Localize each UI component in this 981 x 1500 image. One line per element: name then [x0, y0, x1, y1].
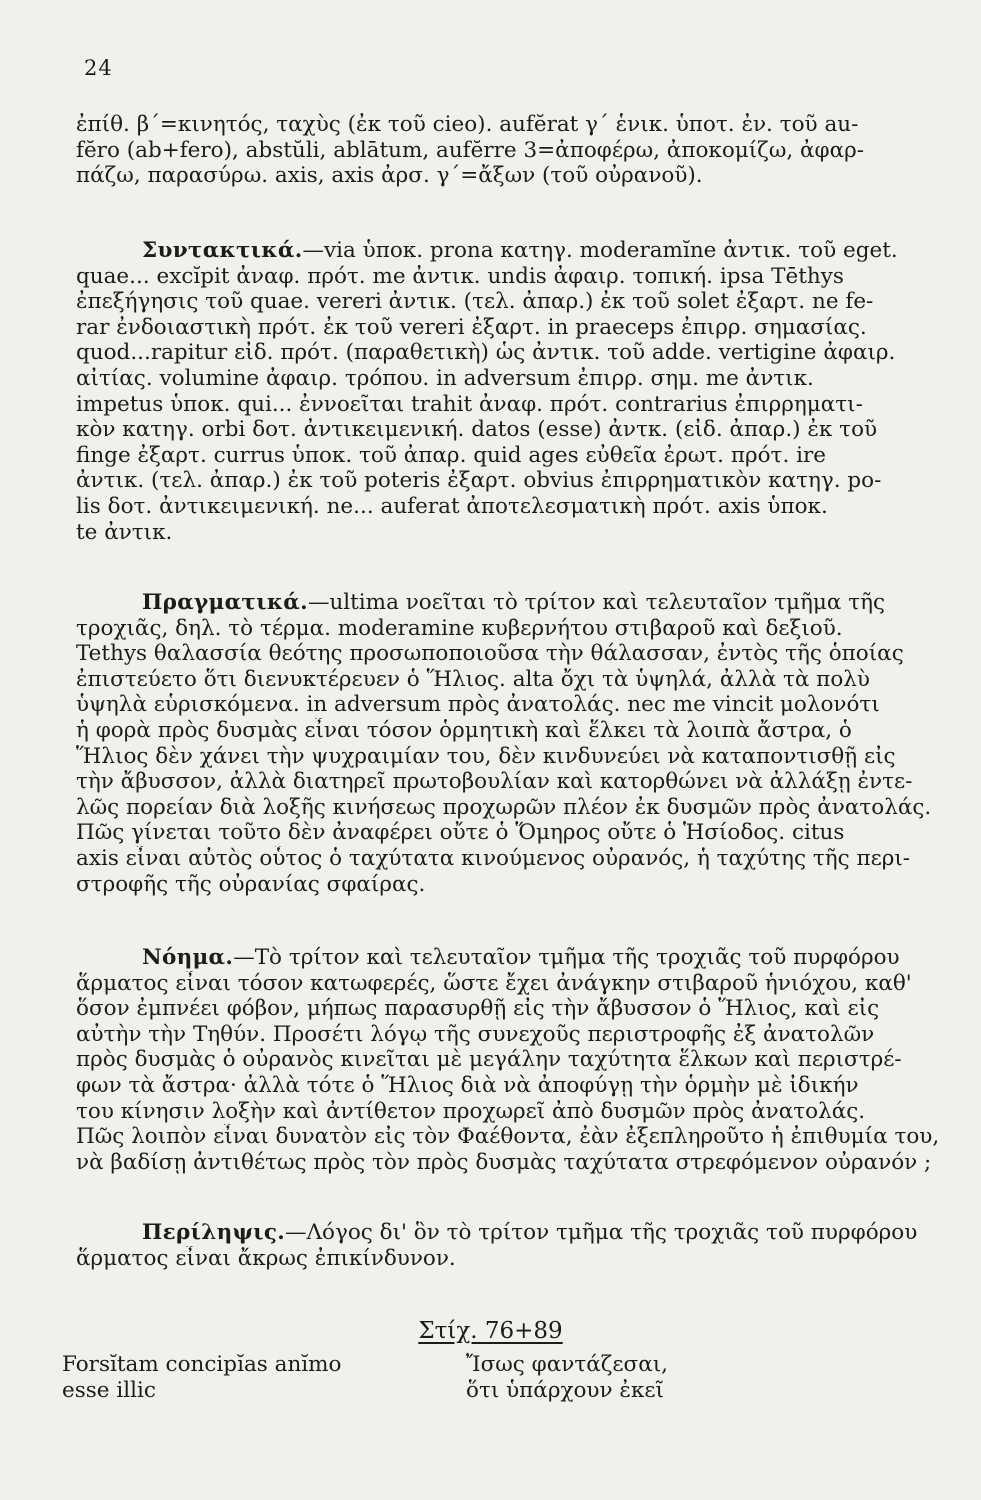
- verse-heading: [0, 1318, 981, 1344]
- text-line: ἐπιστεύετο ὅτι διενυκτέρευεν ὁ Ἥλιος. alta ὄχι τὰ ὑψηλά, ἀλλὰ τὰ πολὺ: [76, 666, 870, 692]
- text-line: τὴν ἄβυσσον, ἀλλὰ διατηρεῖ πρωτοβουλίαν καὶ κατορθώνει νὰ ἀλλάξῃ ἐντε-: [76, 769, 913, 795]
- text-line: [76, 1220, 962, 1246]
- text-line: πάζω, παρασύρω. axis, axis ἀρσ. γ΄=ἄξων (τοῦ οὐρανοῦ).: [76, 163, 703, 189]
- section-heading: Πραγματικά.: [142, 590, 308, 615]
- text-line: ἅρματος εἶναι ἄκρως ἐπικίνδυνον.: [76, 1245, 456, 1271]
- section-heading: Συντακτικά.: [142, 238, 303, 263]
- perilipsis-section: [76, 1220, 962, 1271]
- text-line: φων τὰ ἄστρα· ἀλλὰ τότε ὁ Ἥλιος διὰ νὰ ἀποφύγῃ τὴν ὁρμὴν μὲ ἰδικήν: [76, 1072, 859, 1098]
- verse-title: Στίχ. 76+89: [418, 1318, 563, 1344]
- section-heading: Περίληψις.: [142, 1220, 286, 1245]
- text-line: νὰ βαδίσῃ ἀντιθέτως πρὸς τὸν πρὸς δυσμὰς ταχύτατα στρεφόμενον οὐρανόν ;: [76, 1149, 932, 1175]
- section-heading: Νόημα.: [142, 945, 234, 970]
- text-line: Tethys θαλασσία θεότης προσωποποιοῦσα τὴν θάλασσαν, ἐντὸς τῆς ὁποίας: [76, 641, 904, 667]
- text-line: ἀντικ. (τελ. ἀπαρ.) ἐκ τοῦ poteris ἐξαρτ. obvius ἐπιρρηματικὸν κατηγ. po-: [76, 468, 882, 494]
- text-line: finge ἐξαρτ. currus ὑποκ. τοῦ ἀπαρ. quid ages εὐθεῖα ἐρωτ. πρότ. ire: [76, 442, 826, 468]
- verse-line: esse illic: [62, 1378, 156, 1403]
- text-line: αὐτὴν τὴν Τηθύν. Προσέτι λόγῳ τῆς συνεχοῦς περιστροφῆς ἐξ ἀνατολῶν: [76, 1021, 875, 1047]
- text-line: quae... excĭpit ἀναφ. πρότ. me ἀντικ. undis ἀφαιρ. τοπική. ipsa Tēthys: [76, 263, 844, 289]
- text-line: τροχιᾶς, δηλ. τὸ τέρμα. moderamine κυβερνήτου στιβαροῦ καὶ δεξιοῦ.: [76, 615, 843, 641]
- text-line: λῶς πορείαν διὰ λοξῆς κινήσεως προχωρῶν πλέον ἐκ δυσμῶν πρὸς ἀνατολάς.: [76, 794, 932, 820]
- latin-verse: [62, 1352, 342, 1404]
- text-line: του κίνησιν λοξὴν καὶ ἀντίθετον προχωρεῖ ἀπὸ δυσμῶν πρὸς ἀνατολάς.: [76, 1098, 866, 1124]
- text-line: αἰτίας. volumine ἀφαιρ. τρόπου. in adversum ἐπιρρ. σημ. me ἀντικ.: [76, 365, 814, 391]
- text-run: —Τὸ τρίτον καὶ τελευταῖον τμῆμα τῆς τροχιᾶς τοῦ πυρφόρου: [233, 945, 900, 970]
- text-line: impetus ὑποκ. qui... ἐννοεῖται trahit ἀναφ. πρότ. contrarius ἐπιρρηματι-: [76, 391, 863, 417]
- text-line: Πῶς λοιπὸν εἶναι δυνατὸν εἰς τὸν Φαέθοντα, ἐὰν ἐξεπληροῦτο ἡ ἐπιθυμία του,: [76, 1124, 940, 1150]
- verse-line: Forsĭtam concipĭas anĭmo: [62, 1352, 342, 1377]
- text-line: ὅσον ἐμπνέει φόβον, μήπως παρασυρθῇ εἰς τὴν ἄβυσσον ὁ Ἥλιος, καὶ εἰς: [76, 996, 880, 1022]
- syntaktika-section: [76, 238, 962, 545]
- text-line: [76, 238, 962, 264]
- noima-section: [76, 945, 962, 1175]
- text-line: Πῶς γίνεται τοῦτο δὲν ἀναφέρει οὔτε ὁ Ὅμηρος οὔτε ὁ Ἡσίοδος. citus: [76, 820, 845, 846]
- text-run: —ultima νοεῖται τὸ τρίτον καὶ τελευταῖον τμῆμα τῆς: [307, 590, 886, 615]
- text-line: ἡ φορὰ πρὸς δυσμὰς εἶναι τόσον ὁρμητικὴ καὶ ἕλκει τὰ λοιπὰ ἄστρα, ὁ: [76, 717, 852, 743]
- verse-line: ὅτι ὑπάρχουν ἐκεῖ: [466, 1378, 664, 1403]
- intro-paragraph: [76, 112, 962, 189]
- text-line: ἐπίθ. β΄=κινητός, ταχὺς (ἐκ τοῦ cieo). aufĕrat γ΄ ἑνικ. ὑποτ. ἐν. τοῦ au-: [76, 112, 859, 137]
- text-line: ἐπεξήγησις τοῦ quae. vereri ἀντικ. (τελ. ἀπαρ.) ἐκ τοῦ solet ἐξαρτ. ne fe-: [76, 289, 874, 315]
- text-line: quod...rapitur εἰδ. πρότ. (παραθετικὴ) ὡς ἀντικ. τοῦ adde. vertigine ἀφαιρ.: [76, 340, 896, 366]
- text-line: πρὸς δυσμὰς ὁ οὐρανὸς κινεῖται μὲ μεγάλην ταχύτητα ἕλκων καὶ περιστρέ-: [76, 1047, 902, 1073]
- text-line: κὸν κατηγ. orbi δοτ. ἀντικειμενική. datos (esse) ἀντκ. (εἰδ. ἀπαρ.) ἐκ τοῦ: [76, 417, 878, 443]
- text-run: —Λόγος δι' ὃν τὸ τρίτον τμῆμα τῆς τροχιᾶς τοῦ πυρφόρου: [285, 1220, 918, 1245]
- page-number: 24: [84, 56, 113, 80]
- text-line: fĕro (ab+fero), abstŭli, ablātum, aufĕrre 3=ἀποφέρω, ἀποκομίζω, ἀφαρ-: [76, 137, 865, 163]
- text-line: axis εἶναι αὐτὸς οὗτος ὁ ταχύτατα κινούμενος οὐρανός, ἡ ταχύτης τῆς περι-: [76, 845, 911, 871]
- text-line: Ἥλιος δὲν χάνει τὴν ψυχραιμίαν του, δὲν κινδυνεύει νὰ καταποντισθῇ εἰς: [76, 743, 896, 769]
- text-line: [76, 590, 962, 616]
- text-line: lis δοτ. ἀντικειμενική. ne... auferat ἀποτελεσματικὴ πρότ. axis ὑποκ.: [76, 493, 828, 519]
- text-line: ἅρματος εἶναι τόσον κατωφερές, ὥστε ἔχει ἀνάγκην στιβαροῦ ἡνιόχου, καθ': [76, 970, 912, 996]
- text-line: te ἀντικ.: [76, 519, 173, 545]
- text-line: στροφῆς τῆς οὐρανίας σφαίρας.: [76, 871, 426, 897]
- text-line: [76, 945, 962, 971]
- verse-line: Ἴσως φαντάζεσαι,: [466, 1352, 668, 1377]
- pragmatika-section: [76, 590, 962, 897]
- text-line: rar ἐνδοιαστικὴ πρότ. ἐκ τοῦ vereri ἐξαρτ. in praeceps ἐπιρρ. σημασίας.: [76, 314, 867, 340]
- text-line: ὑψηλὰ εὑρισκόμενα. in adversum πρὸς ἀνατολάς. nec me vincit μολονότι: [76, 692, 880, 718]
- text-run: —via ὑποκ. prona κατηγ. moderamĭne ἀντικ. τοῦ eget.: [302, 238, 898, 263]
- greek-verse: [466, 1352, 668, 1404]
